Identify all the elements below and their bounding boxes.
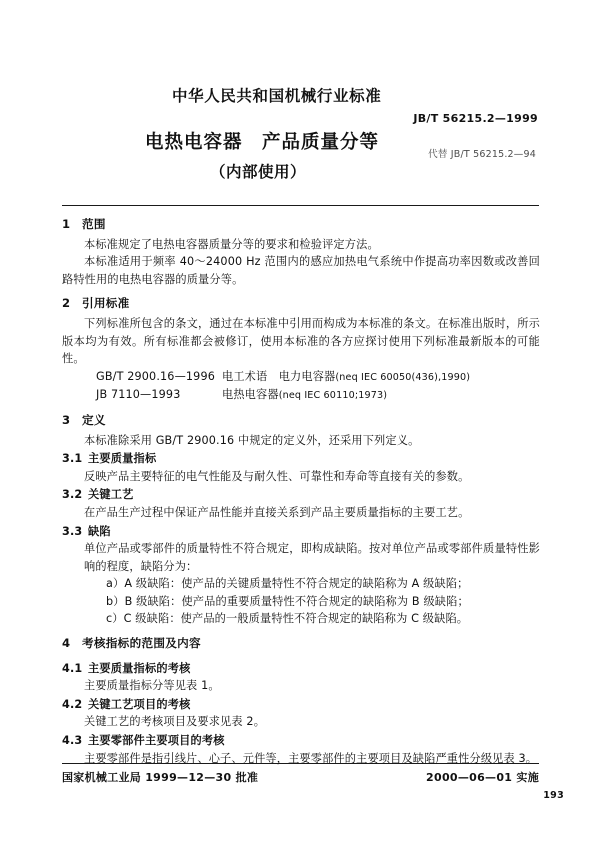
document-body [62, 216, 540, 767]
document-subtitle: （内部使用） [210, 163, 307, 181]
subsection-title-3-1: 主要质量指标 [88, 452, 157, 466]
standard-number: JB/T 56215.2—1999 [413, 112, 538, 125]
section-title-4: 考核指标的范围及内容 [82, 636, 201, 651]
list-item: c）C 级缺陷：使产品的一般质量特性不符合规定的缺陷称为 C 级缺陷。 [106, 612, 469, 626]
reference-line-2 [62, 386, 540, 405]
section-heading-2 [62, 295, 540, 313]
section-title-1: 范围 [82, 217, 106, 231]
subsection-title-4-2: 关键工艺项目的考核 [88, 697, 191, 711]
reference-code-2: JB 7110—1993 [96, 388, 181, 402]
reference-name-2: 电热电容器 [222, 388, 279, 402]
section-2-paragraph-1: 下列标准所包含的条文，通过在本标准中引用而构成为本标准的条文。在标准出版时，所示版本均为有效。所有标准都会被修订，使用本标准的各方应探讨使用下列标准最新版本的可能性。 [62, 316, 540, 366]
reference-name-1: 电工术语 电力电容器 [222, 369, 336, 383]
subsection-number-3-1: 3.1 [62, 452, 83, 466]
subsection-number-4-2: 4.2 [62, 697, 83, 711]
header-divider [62, 205, 539, 206]
section-3-paragraph-1: 本标准除采用 GB/T 2900.16 中规定的定义外，还采用下列定义。 [84, 433, 420, 447]
section-number-2: 2 [62, 296, 71, 311]
subsection-heading-4-2 [62, 696, 540, 714]
section-heading-1 [62, 216, 540, 234]
replaces-notice: 代替 JB/T 56215.2—94 [428, 149, 536, 160]
subsection-heading-4-3 [62, 732, 540, 750]
list-item: b）B 级缺陷：使产品的重要质量特性不符合规定的缺陷称为 B 级缺陷； [106, 594, 469, 608]
section-heading-3 [62, 412, 540, 430]
footer-divider [62, 763, 539, 764]
section-number-3: 3 [62, 412, 71, 427]
spacer [62, 655, 540, 659]
section-number-1: 1 [62, 217, 71, 231]
subsection-title-4-1: 主要质量指标的考核 [88, 661, 191, 675]
reference-line-1 [62, 368, 540, 387]
page-number: 193 [543, 790, 564, 801]
subsection-heading-4-1 [62, 660, 540, 678]
subsection-number-4-1: 4.1 [62, 661, 83, 675]
subsection-heading-3-2 [62, 486, 540, 504]
subsection-4-3-text: 主要零部件是指引线片、心子、元件等，主要零部件的主要项目及缺陷严重性分级见表 3。 [84, 751, 538, 765]
subsection-4-1-text: 主要质量指标分等见表 1。 [84, 679, 220, 693]
implementation-text: 2000—06—01 实施 [426, 771, 539, 784]
section-1-paragraph-1: 本标准规定了电热电容器质量分等的要求和检验评定方法。 [84, 237, 379, 251]
subsection-title-4-3: 主要零部件主要项目的考核 [88, 734, 225, 748]
document-footer [62, 769, 539, 785]
subsection-3-3-text: 单位产品或零部件的质量特性不符合规定，即构成缺陷。按对单位产品或零部件质量特性影响的程度，缺陷分为： [84, 542, 540, 573]
section-title-2: 引用标准 [82, 296, 130, 311]
reference-note-2: (neq IEC 60110;1973) [278, 390, 388, 402]
subsection-4-2-text: 关键工艺的考核项目及要求见表 2。 [84, 715, 266, 729]
series-title: 中华人民共和国机械行业标准 [172, 87, 382, 105]
reference-code-1: GB/T 2900.16—1996 [96, 369, 215, 383]
subsection-number-3-3: 3.3 [62, 524, 83, 538]
section-heading-4 [62, 635, 540, 653]
document-title: 电热电容器 产品质量分等 [145, 132, 380, 153]
approval-text: 国家机械工业局 1999—12—30 批准 [62, 771, 259, 784]
subsection-number-3-2: 3.2 [62, 488, 83, 502]
subsection-heading-3-3 [62, 523, 540, 541]
subsection-number-4-3: 4.3 [62, 734, 83, 748]
subsection-3-1-text: 反映产品主要特征的电气性能及与耐久性、可靠性和寿命等直接有关的参数。 [84, 469, 470, 483]
list-item: a）A 级缺陷：使产品的关键质量特性不符合规定的缺陷称为 A 级缺陷； [106, 577, 469, 591]
subsection-title-3-3: 缺陷 [88, 524, 111, 538]
reference-note-1: (neq IEC 60050(436),1990) [335, 371, 471, 383]
section-1-paragraph-2: 本标准适用于频率 40～24000 Hz 范围内的感应加热电气系统中作提高功率因数或改善回路特性用的电热电容器的质量分等。 [62, 255, 540, 286]
subsection-3-2-text: 在产品生产过程中保证产品性能并直接关系到产品主要质量指标的主要工艺。 [84, 505, 470, 519]
subsection-heading-3-1 [62, 450, 540, 468]
section-title-3: 定义 [82, 412, 106, 427]
section-number-4: 4 [62, 636, 71, 651]
subsection-title-3-2: 关键工艺 [88, 488, 134, 502]
